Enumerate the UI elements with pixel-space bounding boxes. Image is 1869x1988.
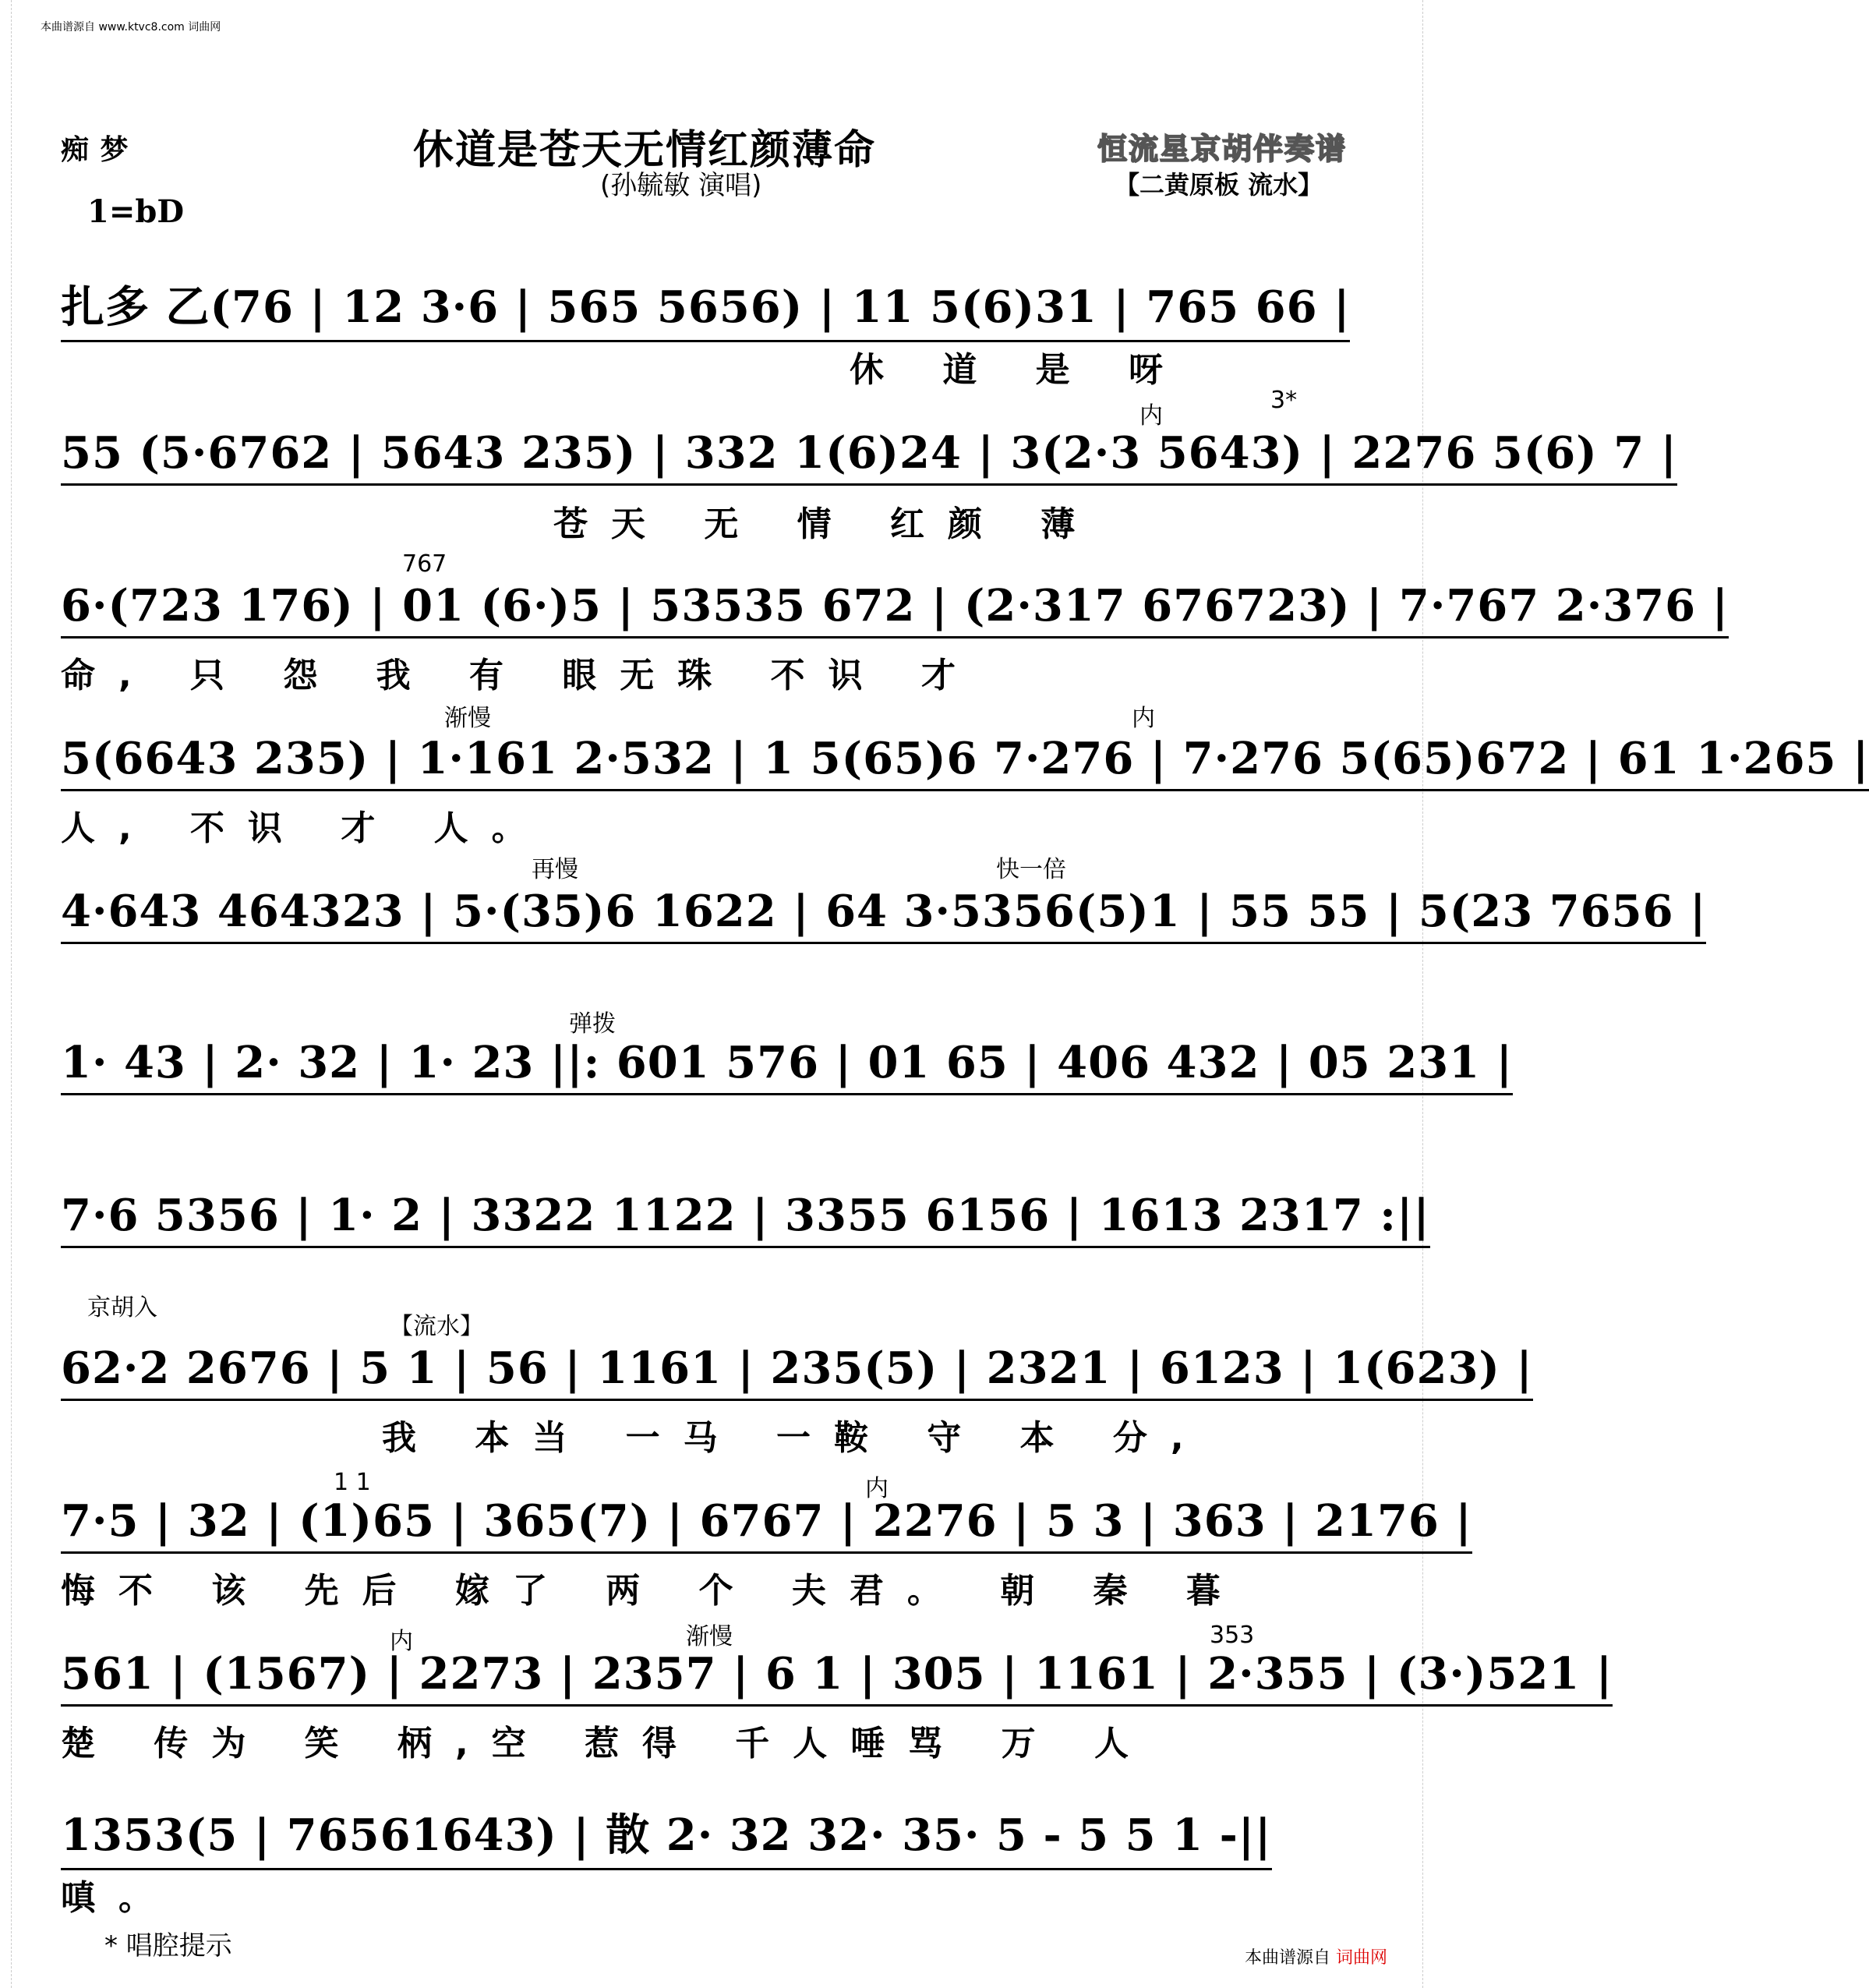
- score-line-8: 62·2 2676 | 5 1 | 56 | 1161 | 235(5) | 2321 | 6123 | 1(623) |: [61, 1342, 1533, 1401]
- score-line-4: 5(6643 235) | 1·161 2·532 | 1 5(65)6 7·276 | 7·276 5(65)672 | 61 1·265 |: [61, 733, 1869, 791]
- play-name: 痴 梦: [61, 133, 129, 166]
- lyrics-line-10: 楚 传为 笑 柄,空 惹得 千人唾骂 万 人: [61, 1724, 1152, 1763]
- score-line-7: 7·6 5356 | 1· 2 | 3322 1122 | 3355 6156 | 1613 2317 :||: [61, 1190, 1430, 1248]
- lyrics-line-4: 人, 不识 才 人。: [61, 808, 549, 848]
- lyrics-line-1: 休 道 是 呀: [850, 350, 1186, 390]
- lyrics-line-9: 悔不 该 先后 嫁了 两 个 夫君。 朝 秦 暮: [61, 1571, 1244, 1611]
- lyrics-line-8: 我 本当 一马 一鞍 守 本 分,: [382, 1418, 1207, 1458]
- lyrics-line-11: 嗔。: [61, 1878, 176, 1918]
- annotation-pizzicato: 弹拨: [569, 1010, 616, 1038]
- source-text: 本曲谱源自 www.ktvc8.com 词曲网: [41, 21, 221, 34]
- score-line-1: 扎多 乙(76 | 12 3·6 | 565 5656) | 11 5(6)31 | 765 66 |: [61, 273, 1350, 342]
- page-title: 休道是苍天无情红颜薄命: [413, 127, 877, 174]
- annotation-jinghu-enters: 京胡入: [87, 1294, 157, 1321]
- subtitle: (孙毓敏 演唱): [600, 170, 762, 201]
- footer-brand-link[interactable]: 词曲网: [1335, 1948, 1387, 1968]
- annotation-slowing-2: 渐慢: [686, 1623, 733, 1650]
- annotation-inner-2: 内: [1132, 705, 1155, 732]
- score-line-6: 1· 43 | 2· 32 | 1· 23 ||: 601 576 | 01 65 | 406 432 | 05 231 |: [61, 1037, 1513, 1095]
- score-line-2: 55 (5·6762 | 5643 235) | 332 1(6)24 | 3(2·3 5643) | 2276 5(6) 7 |: [61, 427, 1677, 486]
- annotation-11: 1 1: [334, 1469, 371, 1496]
- score-line-11: 1353(5 | 76561643) | 散 2· 32 32· 35· 5 - 5 5 1 -||: [61, 1801, 1272, 1870]
- left-margin-strip: [3, 0, 12, 1988]
- annotation-inner-4: 内: [390, 1628, 413, 1655]
- score-line-3: 6·(723 176) | 01 (6·)5 | 53535 672 | (2·317 676723) | 7·767 2·376 |: [61, 580, 1729, 638]
- score-line-5: 4·643 464323 | 5·(35)6 1622 | 64 3·5356(5)1 | 55 55 | 5(23 7656 |: [61, 886, 1706, 944]
- annotation-liushui: 【流水】: [390, 1313, 483, 1340]
- annotation-inner: 内: [1139, 402, 1163, 430]
- lyrics-line-2: 苍天 无 情 红颜 薄: [553, 504, 1099, 544]
- tune-label: 【二黄原板 流水】: [1115, 170, 1323, 200]
- annotation-slower-again: 再慢: [532, 856, 578, 883]
- footnote: * 唱腔提示: [104, 1930, 232, 1961]
- lyrics-line-3: 命, 只 怨 我 有 眼无珠 不识 才: [61, 656, 979, 695]
- annotation-353: 353: [1210, 1622, 1255, 1649]
- score-line-9: 7·5 | 32 | (1)65 | 365(7) | 6767 | 2276 | 5 3 | 363 | 2176 |: [61, 1495, 1472, 1554]
- annotation-double-speed: 快一倍: [996, 856, 1066, 883]
- annotation-inner-3: 内: [865, 1475, 889, 1502]
- key-signature: 1=bD: [87, 193, 185, 230]
- annotation-767: 767: [402, 550, 447, 578]
- footer-text: 本曲谱源自: [1244, 1948, 1330, 1968]
- score-line-10: 561 | (1567) | 2273 | 2357 | 6 1 | 305 | 1161 | 2·355 | (3·)521 |: [61, 1648, 1613, 1707]
- annotation-slowing: 渐慢: [444, 705, 491, 732]
- annotation-footnote-mark: 3*: [1270, 387, 1298, 414]
- watermark-logo: 恒流星京胡伴奏谱: [1097, 132, 1348, 166]
- footer-source: [1245, 1944, 1387, 1969]
